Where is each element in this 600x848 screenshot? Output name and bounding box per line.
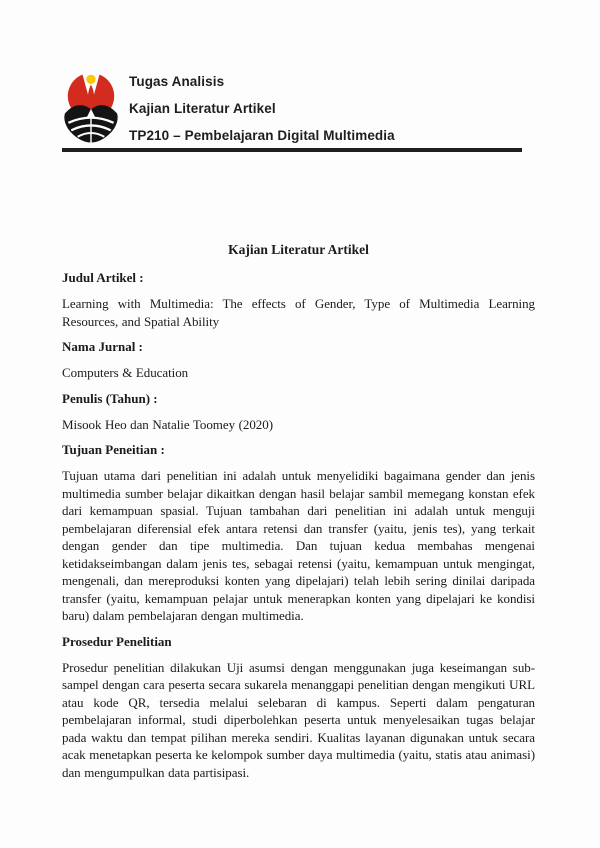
logo-yellow-dot xyxy=(86,75,95,84)
document-body xyxy=(62,242,535,790)
section-heading-tujuan-penelitian: Tujuan Peneitian : xyxy=(62,442,165,457)
section-body-nama-jurnal: Computers & Education xyxy=(62,365,189,380)
section-body-tujuan-penelitian: Tujuan utama dari penelitian ini adalah untuk menyelidiki bagaimana gender dan jenis multimedia sumber belajar dikaitkan dengan hasil belajar sambil memegang konstan efek dari kemampuan spasial. Tujuan tambahan dari penelitian ini adalah untuk menguji pembelajaran diferensial efek antara retensi dan transfer (yaitu, jenis tes), yang terkait dengan gender dan tipe multimedia. Dan tujuan kedua membahas mengenai ketidakseimbangan dalam jenis tes, sebagai retensi (yaitu, kemampuan untuk mengingat, mengenali, dan mereproduksi konten yang dipelajari) telah lebih sering dinilai daripada transfer (yaitu, kemampuan pelajar untuk menerapkan konten yang dipelajari ke kondisi baru) dalam pembelajaran dengan multimedia. xyxy=(62,468,535,623)
header-text-block xyxy=(129,71,395,143)
section-heading-penulis-tahun: Penulis (Tahun) : xyxy=(62,390,158,406)
section-body-judul-artikel: Learning with Multimedia: The effects of Gender, Type of Multimedia Learning Resources, and Spatial Ability xyxy=(62,296,535,329)
document-header xyxy=(62,71,395,148)
header-course-task: Tugas Analisis xyxy=(129,74,225,89)
header-course-code: TP210 – Pembelajaran Digital Multimedia xyxy=(129,128,395,143)
section-heading-prosedur-penelitian: Prosedur Penelitian xyxy=(62,633,172,649)
university-logo-icon xyxy=(62,71,120,148)
section-body-prosedur-penelitian: Prosedur penelitian dilakukan Uji asumsi dengan menggunakan juga keseimangan sub-sampel dengan cara peserta secara sukarela menanggapi penelitian dengan mengikuti URL atau kode QR, tersedia melalui selebaran di kampus. Seperti dalam pengaturan pembelajaran informal, studi diperbolehkan peserta untuk menyelesaikan tugas belajar pada waktu dan tempat pilihan mereka sendiri. Kualitas layanan digunakan untuk secara acak menetapkan peserta ke kelompok sumber daya multimedia (yaitu, statis atau animasi) dan mengumpulkan data partisipasi. xyxy=(62,659,535,780)
header-divider-rule xyxy=(62,148,522,152)
page-title: Kajian Literatur Artikel xyxy=(228,242,369,257)
section-heading-judul-artikel: Judul Artikel : xyxy=(62,270,144,285)
upi-emblem-icon xyxy=(62,71,120,148)
header-task-type: Kajian Literatur Artikel xyxy=(129,101,276,116)
section-heading-nama-jurnal: Nama Jurnal : xyxy=(62,339,143,354)
section-body-penulis-tahun: Misook Heo dan Natalie Toomey (2020) xyxy=(62,416,273,432)
